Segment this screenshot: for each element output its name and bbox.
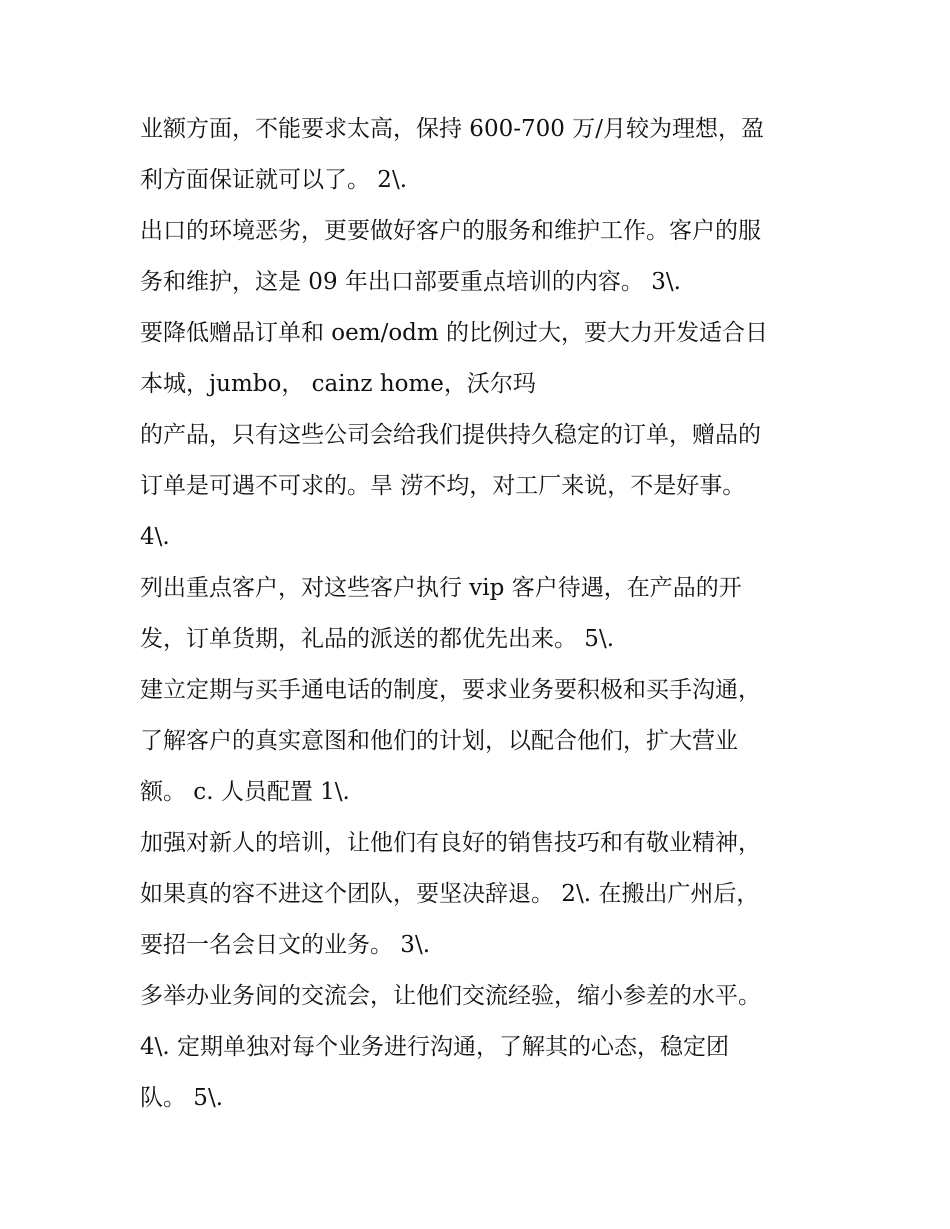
document-body — [140, 104, 840, 1124]
text-line: 如果真的容不进这个团队，要坚决辞退。 2\. 在搬出广州后， — [140, 881, 760, 907]
text-line: 业额方面，不能要求太高，保持 600-700 万/月较为理想，盈 — [140, 116, 764, 142]
text-line: 出口的环境恶劣，更要做好客户的服务和维护工作。客户的服 — [140, 218, 761, 244]
text-line: 要招一名会日文的业务。 3\. — [140, 932, 431, 958]
text-line: 利方面保证就可以了。 2\. — [140, 167, 408, 193]
text-line: 建立定期与买手通电话的制度，要求业务要积极和买手沟通， — [140, 677, 761, 703]
text-line: 的产品，只有这些公司会给我们提供持久稳定的订单，赠品的 — [140, 422, 761, 448]
text-line: 列出重点客户，对这些客户执行 vip 客户待遇，在产品的开 — [140, 575, 742, 601]
text-line: 务和维护，这是 09 年出口部要重点培训的内容。 3\. — [140, 269, 681, 295]
text-line: 多举办业务间的交流会，让他们交流经验，缩小参差的水平。 — [140, 983, 761, 1009]
text-line: 订单是可遇不可求的。旱 涝不均，对工厂来说，不是好事。 — [140, 473, 746, 499]
text-line: 额。 c. 人员配置 1\. — [140, 779, 350, 805]
text-line: 发，订单货期，礼品的派送的都优先出来。 5\. — [140, 626, 615, 652]
text-line: 加强对新人的培训，让他们有良好的销售技巧和有敬业精神， — [140, 830, 761, 856]
text-line: 4\. 定期单独对每个业务进行沟通，了解其的心态，稳定团 — [140, 1034, 730, 1060]
text-line: 4\. — [140, 524, 170, 550]
text-line: 要降低赠品订单和 oem/odm 的比例过大，要大力开发适合日 — [140, 320, 769, 346]
text-line: 本城，jumbo， cainz home，沃尔玛 — [140, 371, 536, 397]
text-line: 队。 5\. — [140, 1085, 224, 1111]
text-line: 了解客户的真实意图和他们的计划，以配合他们，扩大营业 — [140, 728, 738, 754]
